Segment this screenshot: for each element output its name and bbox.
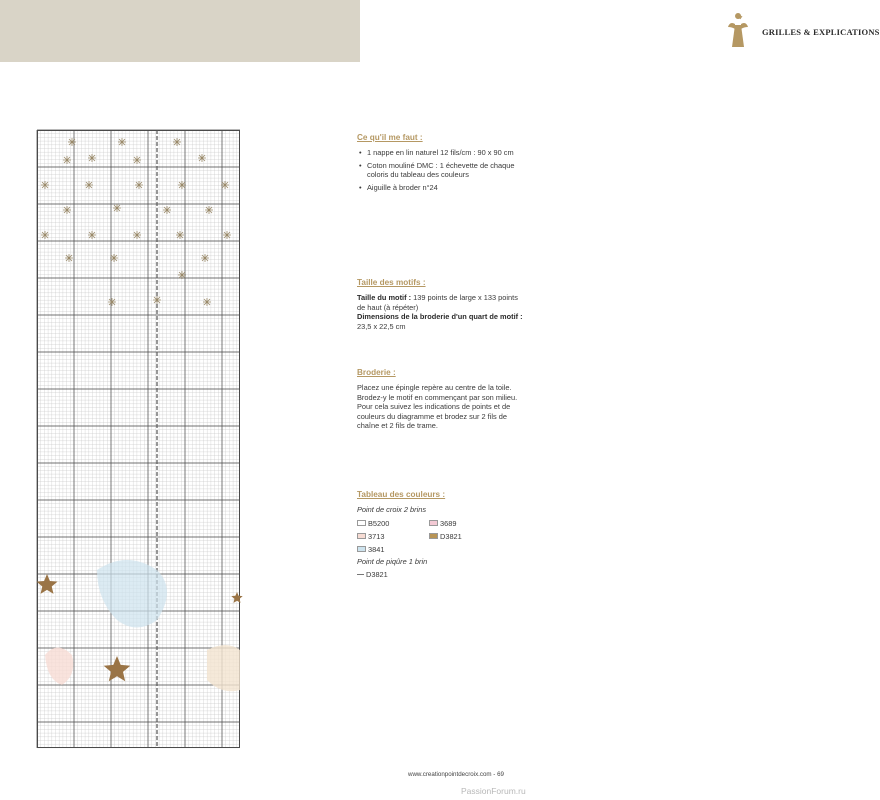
- color-row: [357, 569, 527, 580]
- header-tab: [360, 0, 880, 62]
- backstitch-line-icon: [357, 574, 364, 575]
- color-code: 3713: [368, 531, 385, 541]
- color-entry: [357, 532, 429, 541]
- snowflake-icon: [85, 181, 93, 189]
- broderie-text: Placez une épingle repère au centre de la toile. Brodez-y le motif en commençant par son milieu. Pour cela suivez les indications de points et de couleurs du diagramme et brodez sur 2 fils de chaîne et 2 fils de trame.: [357, 383, 518, 431]
- dimensions-title: Taille des motifs :: [357, 278, 426, 287]
- materials-list: [357, 148, 527, 192]
- materials-section: [357, 133, 527, 195]
- snowflake-icon: [203, 298, 211, 306]
- cross-stitch-chart: [37, 130, 240, 748]
- color-row: [357, 544, 527, 555]
- color-entry: [357, 545, 429, 554]
- snowflake-icon: [153, 296, 161, 304]
- snowflake-icon: [198, 154, 206, 162]
- snowflake-icon: [63, 156, 71, 164]
- chart-grid: [37, 130, 240, 748]
- color-swatch: [429, 533, 438, 539]
- color-code: 3689: [440, 518, 457, 528]
- color-code: 3841: [368, 544, 385, 554]
- snowflake-icon: [113, 204, 121, 212]
- color-entry: [429, 519, 501, 528]
- color-entry: [429, 532, 501, 541]
- snowflake-icon: [163, 206, 171, 214]
- embroidery-size-label: Dimensions de la broderie d'un quart de motif :: [357, 312, 523, 322]
- dimensions-section: [357, 278, 527, 331]
- snowflake-icon: [178, 181, 186, 189]
- list-item: • 1 nappe en lin naturel 12 fils/cm : 90 x 90 cm: [367, 148, 527, 157]
- colors-section: [357, 490, 527, 582]
- header-title: GRILLES & EXPLICATIONS: [762, 27, 880, 37]
- snowflake-icon: [223, 231, 231, 239]
- angel-icon: [726, 15, 750, 49]
- snowflake-icon: [41, 231, 49, 239]
- snowflake-icon: [176, 231, 184, 239]
- page-header: [0, 0, 880, 62]
- color-row: [357, 531, 527, 542]
- footer-website: www.creationpointdecroix.com - 69: [408, 771, 504, 778]
- motif-size-label: Taille du motif :: [357, 293, 412, 303]
- materials-title: Ce qu'il me faut :: [357, 133, 423, 142]
- color-swatch: [357, 520, 366, 526]
- snowflake-icon: [201, 254, 209, 262]
- snowflake-icon: [63, 206, 71, 214]
- cross-stitch-label: Point de croix 2 brins: [357, 505, 427, 515]
- snowflake-icon: [135, 181, 143, 189]
- snowflake-icon: [88, 231, 96, 239]
- color-swatch: [357, 546, 366, 552]
- snowflake-icon: [118, 138, 126, 146]
- color-entry: [357, 570, 429, 579]
- snowflake-icon: [41, 181, 49, 189]
- broderie-section: [357, 368, 527, 430]
- embroidery-size-value: 23,5 x 22,5 cm: [357, 321, 406, 331]
- color-swatch: [429, 520, 438, 526]
- watermark: PassionForum.ru: [461, 786, 526, 796]
- color-row: [357, 518, 527, 529]
- snowflake-icon: [88, 154, 96, 162]
- snowflake-icon: [110, 254, 118, 262]
- broderie-title: Broderie :: [357, 368, 396, 377]
- snowflake-icon: [178, 271, 186, 279]
- snowflake-icon: [221, 181, 229, 189]
- snowflake-icon: [133, 231, 141, 239]
- snowflake-icon: [173, 138, 181, 146]
- snowflake-icon: [65, 254, 73, 262]
- color-code: B5200: [368, 518, 390, 528]
- color-code: D3821: [440, 531, 462, 541]
- snowflake-icon: [68, 138, 76, 146]
- color-entry: [357, 519, 429, 528]
- color-swatch: [357, 533, 366, 539]
- list-item: • Aiguille à broder n°24: [367, 183, 527, 192]
- snowflake-icon: [108, 298, 116, 306]
- list-item: • Coton mouliné DMC : 1 échevette de chaque coloris du tableau des couleurs: [367, 161, 527, 180]
- colors-title: Tableau des couleurs :: [357, 490, 446, 499]
- backstitch-label: Point de piqûre 1 brin: [357, 556, 428, 566]
- motif-size-value: 139 points de large x 133 points de haut (à répéter): [357, 293, 518, 312]
- snowflake-icon: [133, 156, 141, 164]
- color-code: D3821: [366, 570, 388, 580]
- snowflake-icon: [205, 206, 213, 214]
- motif-right: [207, 645, 240, 691]
